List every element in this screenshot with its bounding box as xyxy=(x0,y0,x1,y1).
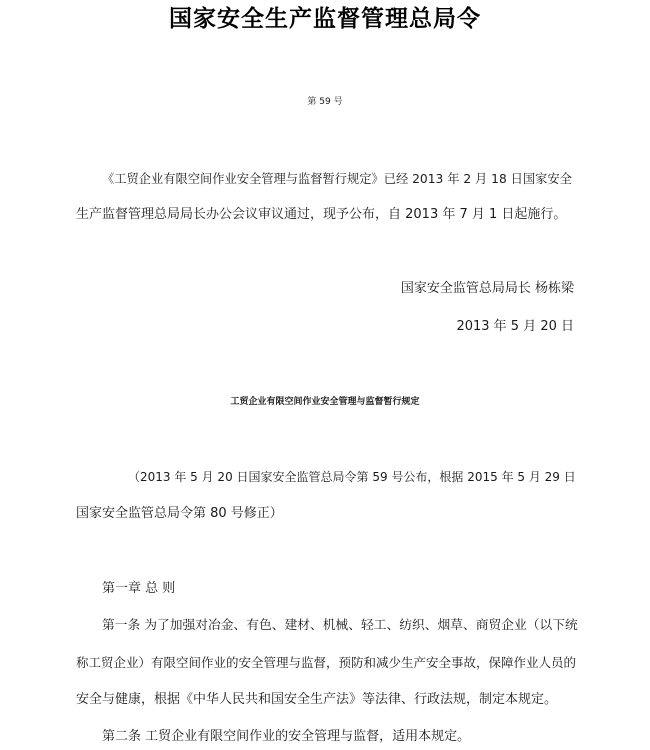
article-1-line-3: 安全与健康，根据《中华人民共和国安全生产法》等法律、行政法规，制定本规定。 xyxy=(76,692,558,707)
article-1-line-2: 称工贸企业）有限空间作业的安全管理与监督，预防和减少生产安全事故，保障作业人员的 xyxy=(76,655,577,670)
revision-note-line-2: 国家安全监管总局令第 80 号修正） xyxy=(76,506,283,521)
article-1-line-1: 第一条 为了加强对冶金、有色、建材、机械、轻工、纺织、烟草、商贸企业（以下统 xyxy=(102,618,578,633)
revision-note-line-1: （2013 年 5 月 20 日国家安全监管总局令第 59 号公布，根据 2015 年 5 月 29 日 xyxy=(128,470,576,484)
preamble-line-1: 《工贸企业有限空间作业安全管理与监督暂行规定》已经 2013 年 2 月 18 日国家安全 xyxy=(102,172,572,186)
article-2-line-1: 第二条 工贸企业有限空间作业的安全管理与监督，适用本规定。 xyxy=(102,729,471,744)
document-title: 国家安全生产监督管理总局令 xyxy=(169,6,481,32)
order-number: 第 59 号 xyxy=(307,97,343,107)
chapter-heading: 第一章 总 则 xyxy=(102,581,176,596)
signature: 国家安全监管总局局长 杨栋梁 xyxy=(400,281,574,296)
issue-date: 2013 年 5 月 20 日 xyxy=(456,319,574,334)
preamble-line-2: 生产监督管理总局局长办公会议审议通过，现予公布，自 2013 年 7 月 1 日起施行。 xyxy=(76,207,567,222)
regulation-title: 工贸企业有限空间作业安全管理与监督暂行规定 xyxy=(230,397,420,407)
